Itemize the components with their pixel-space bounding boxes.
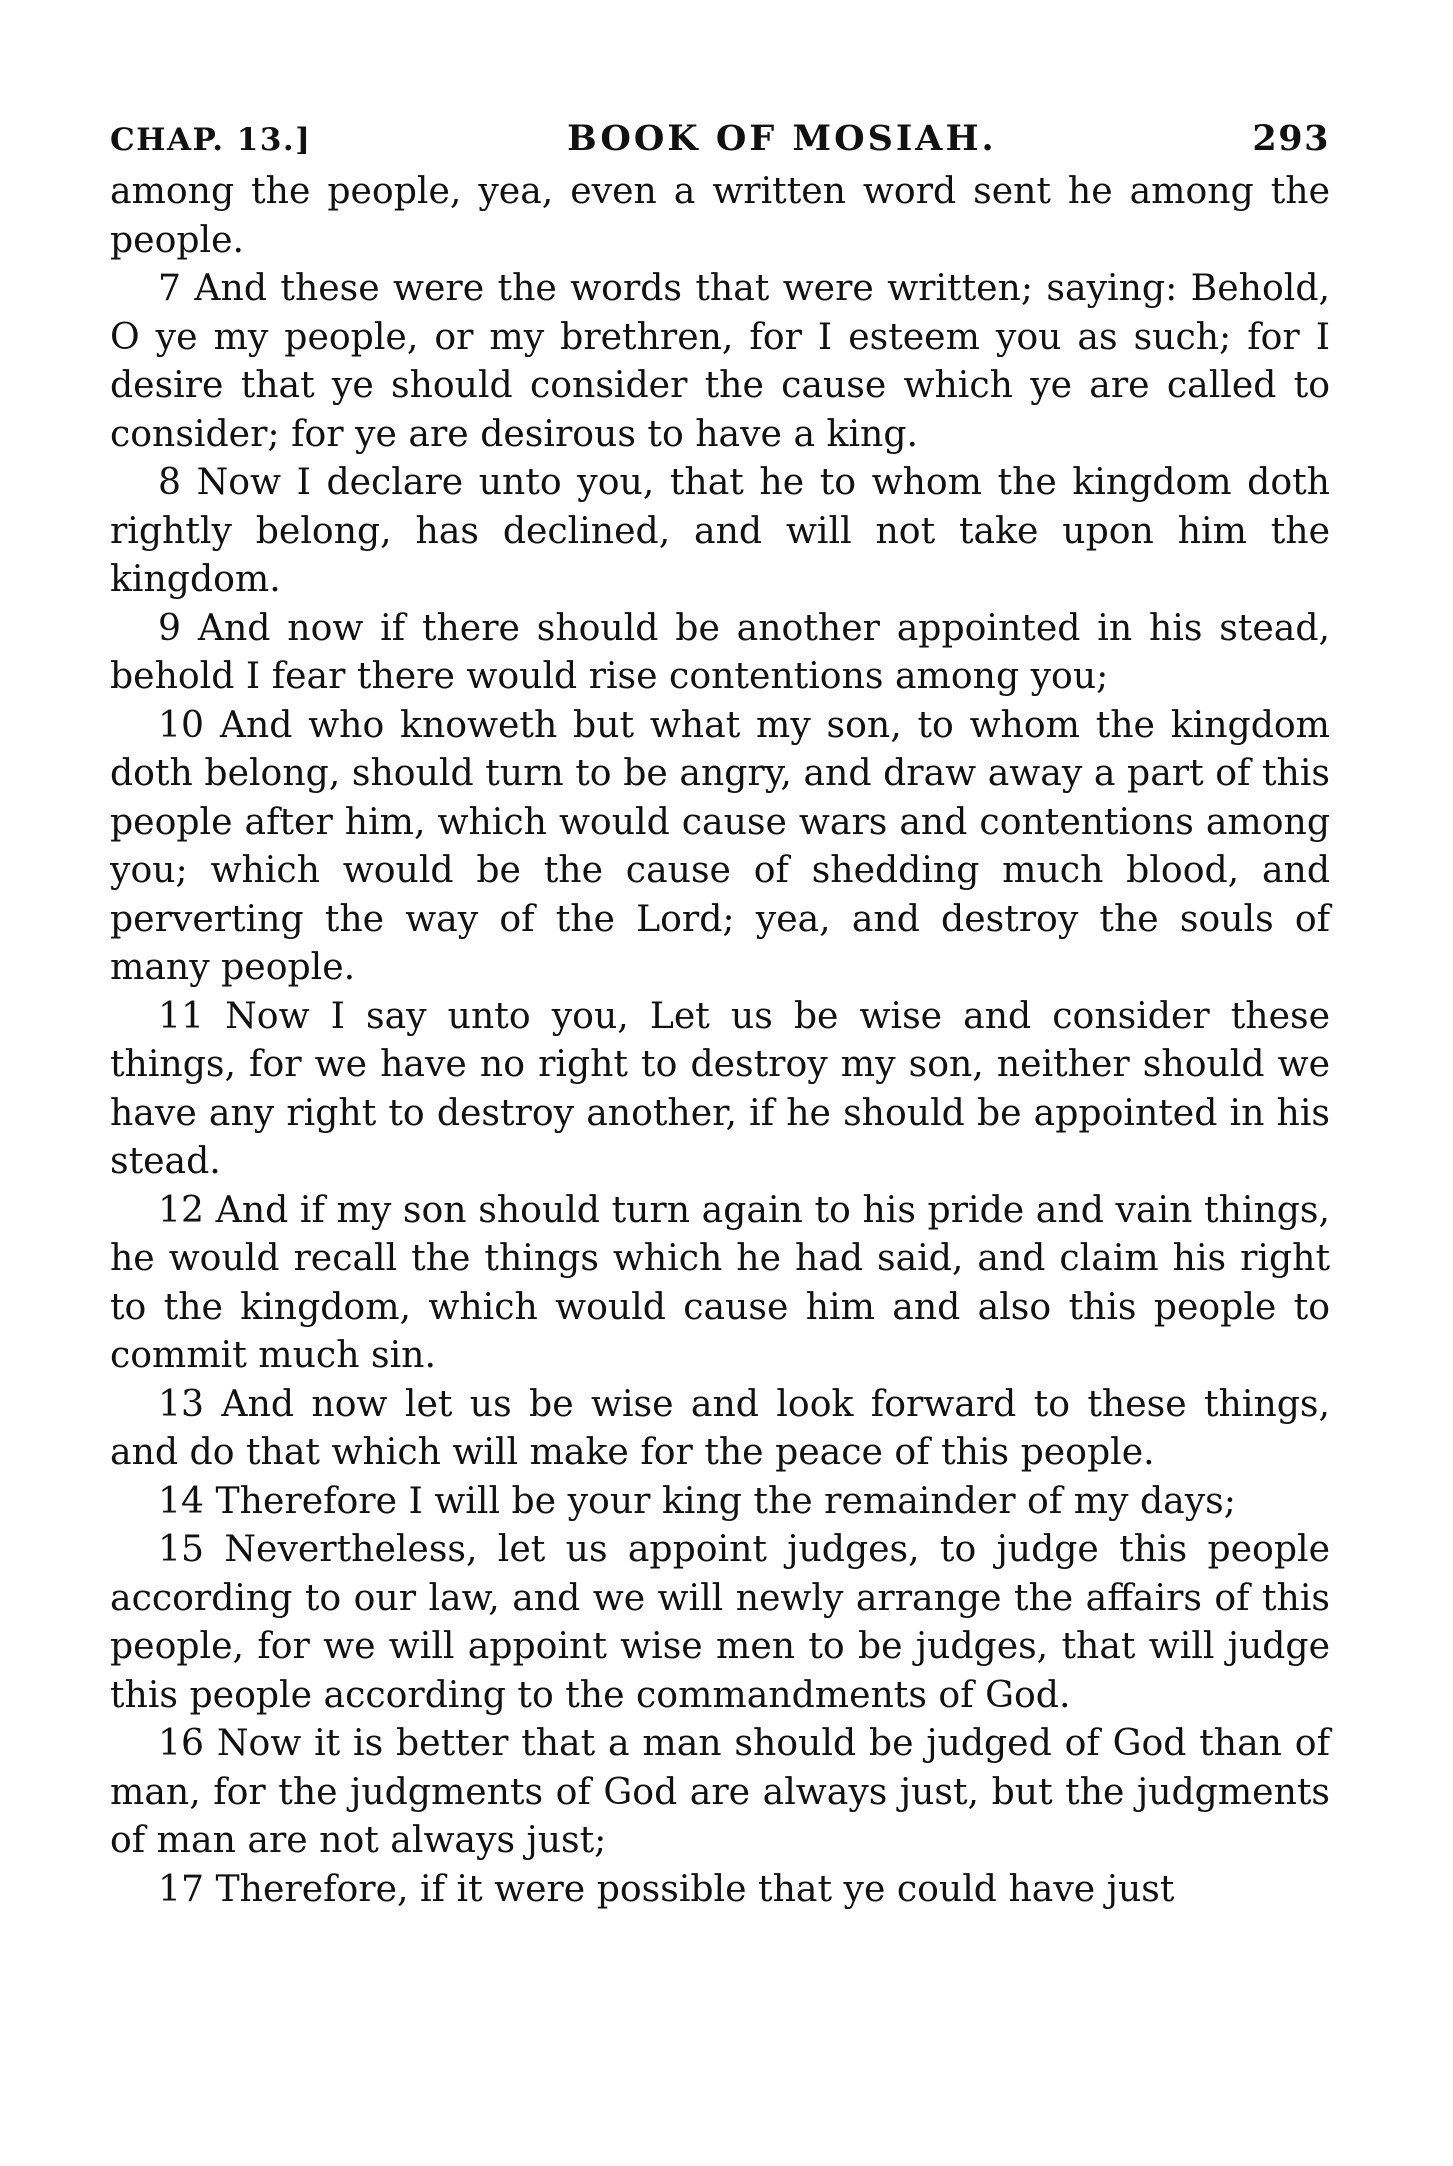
page-header	[110, 118, 1330, 159]
verse-16: 16 Now it is better that a man should be judged of God than of man, for the judgments of God are always just, but the judgments of man are not always just;	[110, 1721, 1330, 1861]
verse-14: 14 Therefore I will be your king the remainder of my days;	[158, 1478, 1236, 1522]
paragraph-continuation: among the people, yea, even a written word sent he among the people.	[110, 169, 1330, 261]
page-body	[110, 167, 1330, 1913]
book-page	[110, 118, 1330, 1913]
verse-17: 17 Therefore, if it were possible that ye could have just	[158, 1866, 1175, 1910]
verse-8: 8 Now I declare unto you, that he to whom the kingdom doth rightly belong, has declined, and will not take upon him the kingdom.	[110, 460, 1330, 600]
verse-7: 7 And these were the words that were written; saying: Behold, O ye my people, or my brethren, for I esteem you as such; for I desire that ye should consider the cause which ye are called to consider; for ye are desirous to have a king.	[110, 266, 1330, 455]
verse-15: 15 Nevertheless, let us appoint judges, to judge this people according to our law, and we will newly arrange the affairs of this people, for we will appoint wise men to be judges, that will judge this people according to the commandments of God.	[110, 1527, 1330, 1716]
verse-13: 13 And now let us be wise and look forward to these things, and do that which will make for the peace of this people.	[110, 1381, 1330, 1473]
verse-9: 9 And now if there should be another appointed in his stead, behold I fear there would rise contentions among you;	[110, 605, 1330, 697]
verse-10: 10 And who knoweth but what my son, to whom the kingdom doth belong, should turn to be angry, and draw away a part of this people after him, which would cause wars and contentions among you; which would be the cause of shedding much blood, and perverting the way of the Lord; yea, and destroy the souls of many people.	[110, 702, 1330, 988]
book-title: BOOK OF MOSIAH.	[567, 118, 997, 159]
verse-11: 11 Now I say unto you, Let us be wise and consider these things, for we have no right to destroy my son, neither should we have any right to destroy another, if he should be appointed in his stead.	[110, 993, 1330, 1182]
chapter-reference: CHAP. 13.]	[110, 122, 312, 158]
verse-12: 12 And if my son should turn again to his pride and vain things, he would recall the things which he had said, and claim his right to the kingdom, which would cause him and also this people to commit much sin.	[110, 1187, 1330, 1376]
page-number: 293	[1252, 118, 1330, 159]
